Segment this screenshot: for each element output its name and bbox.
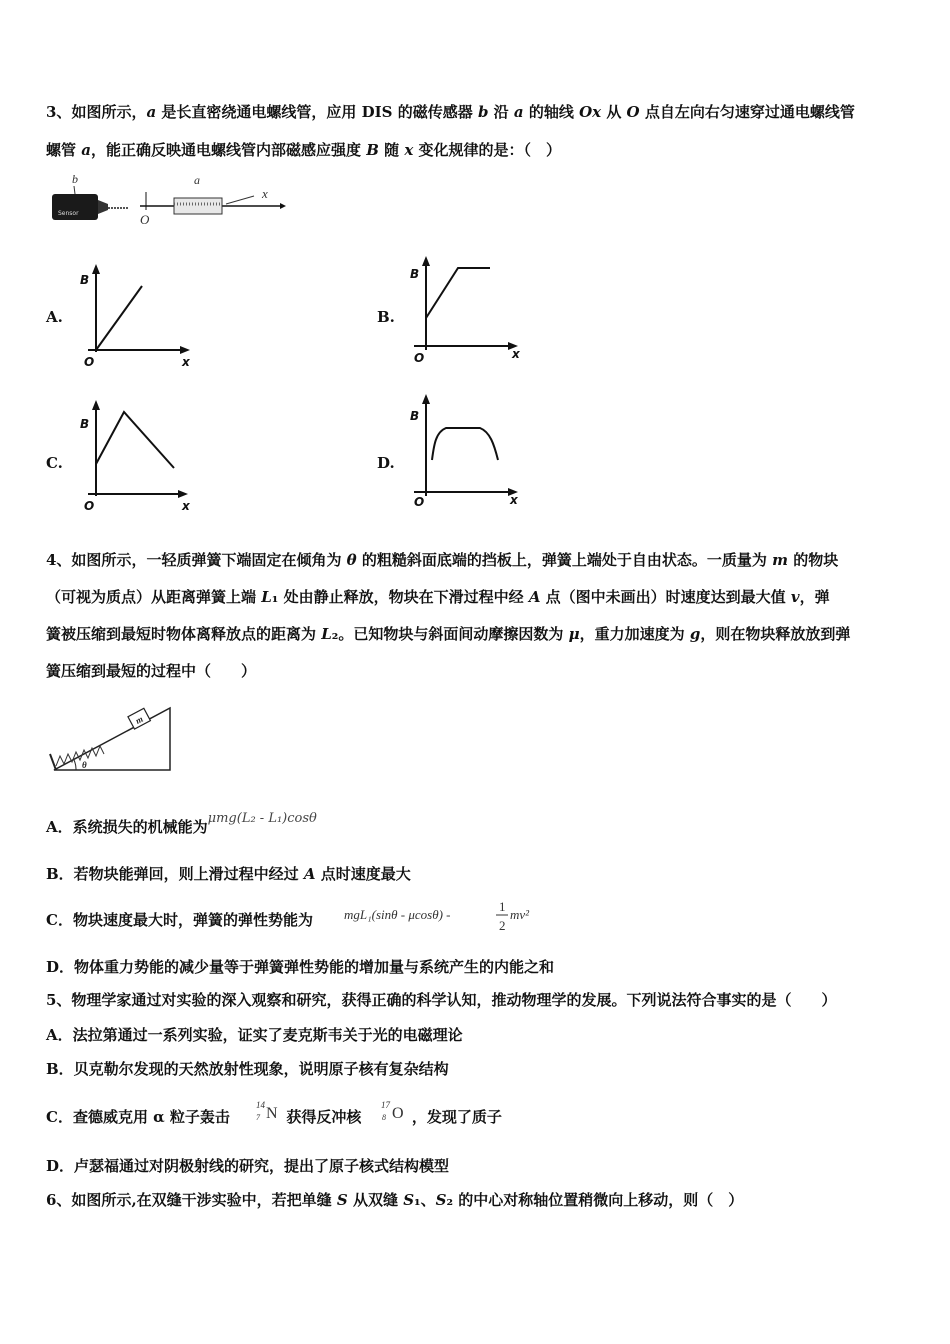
graph-c-origin: O: [84, 499, 95, 513]
q5-option-b[interactable]: B．贝克勒尔发现的天然放射性现象，说明原子核有复杂结构: [46, 1060, 449, 1078]
text-run: 点自左向右匀速穿过通电螺线管: [639, 103, 855, 121]
q5-option-d[interactable]: D．卢瑟福通过对阴极射线的研究，提出了原子核式结构模型: [46, 1157, 450, 1175]
graph-c-y-label: B: [80, 417, 90, 431]
q4-stem-line3: [46, 624, 850, 644]
text-run: ₂: [331, 625, 339, 643]
text-run: 簧被压缩到最短时物体离释放点的距离为: [46, 625, 322, 643]
text-run: ，弹: [799, 588, 830, 606]
text-run: 的轴线: [523, 103, 580, 121]
text-run: 点时速度最大: [315, 865, 411, 883]
q3-option-b-label: B.: [377, 308, 395, 326]
text-run: m: [772, 551, 789, 569]
text-run: 是长直密绕通电螺线管，应用 DIS 的磁传感器: [156, 103, 478, 121]
q3-option-c-label: C.: [46, 454, 63, 472]
text-run: ，则在物块释放放到弹: [700, 625, 851, 643]
q4-option-d[interactable]: D．物体重力势能的减少量等于弹簧弹性势能的增加量与系统产生的内能之和: [46, 958, 555, 976]
graph-a-y-label: B: [80, 273, 90, 287]
text-run: 变化规律的是：（ ）: [413, 141, 562, 159]
text-run: ，重力加速度为: [579, 625, 690, 643]
text-run: b: [477, 103, 489, 121]
text-run: 。已知物块与斜面间动摩擦因数为: [338, 625, 569, 643]
graph-a-x-arrow: [180, 346, 190, 354]
block-mass-label: m: [133, 713, 145, 726]
o17-mass: 17: [381, 1100, 390, 1110]
q5-option-a[interactable]: A．法拉第通过一系列实验，证实了麦克斯韦关于光的电磁理论: [46, 1026, 463, 1044]
fig-a-label: a: [194, 173, 200, 187]
text-run: a: [146, 103, 157, 121]
text-run: B．若物块能弹回，则上滑过程中经过: [46, 865, 304, 883]
q3-option-d-label: D.: [377, 454, 395, 472]
graph-c-curve: [96, 412, 174, 468]
fig-x-label: x: [262, 186, 268, 201]
text-run: ₂: [446, 1191, 454, 1209]
text-run: S: [403, 1191, 415, 1209]
q3-option-a-graph[interactable]: [76, 262, 196, 372]
graph-d-x-label: x: [510, 493, 518, 507]
stop-plate: [50, 754, 56, 770]
text-run: ，能正确反映通电螺线管内部磁感应强度: [90, 141, 367, 159]
q3-option-c-graph[interactable]: [76, 398, 206, 518]
fig-origin-label: O: [140, 212, 150, 227]
angle-label: θ: [82, 760, 87, 770]
text-run: A: [303, 865, 316, 883]
fig-b-label: b: [72, 172, 78, 186]
text-run: 、: [420, 1191, 436, 1209]
q4-incline-figure: [46, 694, 186, 774]
graph-a-x-label: x: [182, 355, 190, 369]
text-run: 从双缝: [347, 1191, 404, 1209]
formula-c-den: 2: [499, 918, 506, 933]
block: [128, 708, 150, 729]
o17-symbol: O: [392, 1105, 404, 1122]
q3-stem-line2: [46, 140, 561, 160]
text-run: 沿: [488, 103, 514, 121]
x-axis-arrow: [280, 203, 286, 209]
graph-b-x-label: x: [512, 347, 520, 361]
text-run: 从: [601, 103, 627, 121]
text-run: 点（图中未画出）时速度达到最大值: [540, 588, 791, 606]
text-run: θ: [346, 551, 357, 569]
graph-a-origin: O: [84, 355, 95, 369]
solenoid: [174, 198, 222, 214]
text-run: 6、如图所示,在双缝干涉实验中，若把单缝: [46, 1191, 337, 1209]
q4-option-b[interactable]: [46, 864, 411, 884]
angle-arc: [74, 760, 76, 770]
q4-stem-line1: [46, 550, 838, 570]
o17-z: 8: [382, 1113, 386, 1122]
q5-nuclide-o17: [377, 1096, 417, 1126]
text-run: 随: [378, 141, 405, 159]
text-run: a: [81, 141, 91, 159]
graph-a-y-arrow: [92, 264, 100, 274]
text-run: 如图所示，: [71, 103, 147, 121]
graph-d-y-arrow: [422, 394, 430, 404]
text-run: 处由静止释放，物块在下滑过程中经: [278, 588, 529, 606]
q4-option-c[interactable]: C．物块速度最大时，弹簧的弹性势能为: [46, 911, 313, 929]
graph-d-y-label: B: [410, 409, 420, 423]
text-run: O: [626, 103, 640, 121]
q3-option-a-label: A.: [46, 308, 63, 326]
q5-option-c[interactable]: C．查德威克用 α 粒子轰击 获得反冲核 ，发现了质子: [46, 1108, 502, 1126]
text-run: L: [321, 625, 332, 643]
graph-b-y-label: B: [410, 267, 420, 281]
n14-mass: 14: [256, 1100, 265, 1110]
text-run: 螺管: [46, 141, 82, 159]
graph-c-x-label: x: [182, 499, 190, 513]
text-run: 的物块: [788, 551, 839, 569]
formula-c-part1: mgL₁(sinθ - μcosθ) -: [344, 907, 451, 922]
q4-stem-line2: [46, 587, 830, 607]
text-run: 簧压缩到最短的过程中（ ）: [46, 662, 257, 680]
q3-option-b-graph[interactable]: [406, 254, 536, 364]
text-run: μ: [568, 625, 580, 643]
sensor-text: Sensor: [58, 210, 79, 217]
graph-b-y-arrow: [422, 256, 430, 266]
text-run: a: [513, 103, 524, 121]
text-run: 4、如图所示，一轻质弹簧下端固定在倾角为: [46, 551, 347, 569]
graph-d-origin: O: [414, 495, 425, 509]
text-run: L: [261, 588, 272, 606]
text-run: A: [528, 588, 541, 606]
text-run: S: [435, 1191, 447, 1209]
solenoid-lead: [226, 196, 254, 204]
graph-a-curve: [96, 286, 142, 350]
text-run: B: [366, 141, 379, 159]
formula-c-part2: mv²: [510, 907, 530, 922]
sensor-tip: [98, 200, 108, 214]
q5-nuclide-n14: [252, 1096, 292, 1126]
q3-solenoid-figure: [48, 168, 288, 228]
text-run: 的中心对称轴位置稍微向上移动，则（ ）: [453, 1191, 744, 1209]
text-run: ₁: [271, 588, 279, 606]
n14-symbol: N: [266, 1105, 278, 1122]
q6-stem: [46, 1190, 743, 1210]
fig-b-leader: [74, 186, 75, 194]
text-run: S: [336, 1191, 348, 1209]
text-run: Ox: [579, 103, 602, 121]
text-run: v: [790, 588, 800, 606]
q4-stem-line4: [46, 661, 256, 681]
formula-c-num: 1: [499, 899, 506, 914]
graph-b-curve: [426, 268, 490, 318]
text-run: （可视为质点）从距离弹簧上端: [46, 588, 262, 606]
graph-c-y-arrow: [92, 400, 100, 410]
graph-b-origin: O: [414, 351, 425, 365]
text-run: x: [404, 141, 414, 159]
q3-option-d-graph[interactable]: [406, 392, 536, 512]
text-run: 的粗糙斜面底端的挡板上，弹簧上端处于自由状态。一质量为: [356, 551, 773, 569]
text-run: g: [689, 625, 701, 643]
q4-option-a-formula: μmg(L₂ - L₁)cosθ: [207, 811, 317, 826]
graph-d-curve: [432, 428, 498, 460]
text-run: ₁: [414, 1191, 421, 1209]
q4-option-c-formula: [344, 899, 544, 939]
q3-stem-line1: 3、如图所示，a 是长直密绕通电螺线管，应用 DIS 的磁传感器 b 沿 a 的轴线 Ox 从 O 点自左向右匀速穿过通电螺线管: [46, 103, 855, 121]
n14-z: 7: [256, 1113, 260, 1122]
q4-option-a[interactable]: A．系统损失的机械能为μmg(L₂ - L₁)cosθ: [46, 811, 317, 836]
graph-c-x-arrow: [178, 490, 188, 498]
q5-stem: 5、物理学家通过对实验的深入观察和研究，获得正确的科学认知，推动物理学的发展。下列说法符合事实的是（ ）: [46, 991, 837, 1009]
